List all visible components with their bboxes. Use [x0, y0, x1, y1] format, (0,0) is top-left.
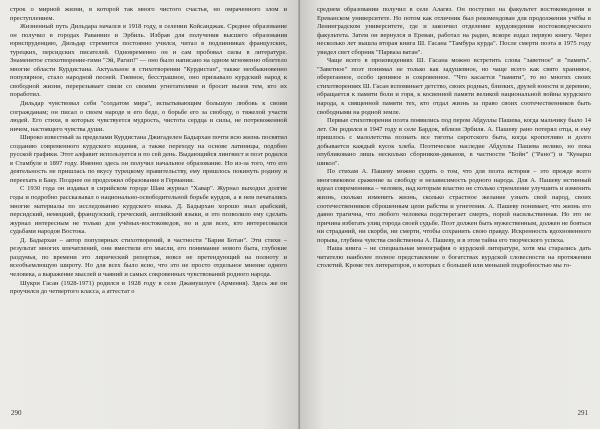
paragraph: Дильдар чувствовал себя "солдатом мира", испытывающим большую любовь к своим согражданам; он писал о своем народе и его беде, о борьбе его за свободу, о тяжелой участи людей. Его стихи, в которых чувствуется мудрость, чистота сердца и силы, не потревоженной ничем, настоящего чувства души.	[10, 100, 287, 133]
right-page	[300, 0, 600, 429]
right-page-text	[317, 6, 591, 271]
paragraph: Первые стихотворения поэта появились под пером Абдуллы Пашева, когда мальчику было 14 лет. Он родился в 1947 году в селе Бардок, вблизи Эрбиля. А. Пашеву рано потерял отца, и ему пришлось с малолетства познать все тяготы сиротского быта, когда кропотливо и долго добывается каждый кусок хлеба. Поэтическое наследие Абдуллы Пашева велико, но пока опубликовано лишь несколько сборников-диванов, в частности "Бойн" ("Рано") и "Кунарш шикол".	[317, 117, 591, 167]
paragraph: Шукри Гасан (1928-1971) родился в 1928 году в селе Джамушлуге (Армения). Здесь же он проучился до четвертого класса, а аттестат о	[10, 279, 287, 296]
paragraph: По стихам А. Пашеву можно судить о том, что для поэта история – это прежде всего многовековое сражение за свободу и независимость родного народа. Для А. Пашеву истинный идеал современника – человек, над которым властно не столько стремление улучшить и изменить жизнь, сколько изменить жизнь, сколько страстное желание узнать свой народ, своих соотечественников сброшенным цепи рабства и угнетения. А. Пашеву понимает, что жизнь его давно трагична, что любого человека подстерегает смерть, порой насильственная. Но это не причина избегать улиц города своей судьбе. Поэт должен быть мужественным, должен не бояться ни страданий, ни скорби, ни смерти, чтобы сохранить свою правду. Искренность вдохновенного порыва, глубина чувства свойственны А. Пашеву, и в этом тайна его творческого успеха.	[317, 168, 591, 244]
paragraph: С 1930 года он издавал в сирийском городе Шам журнал "Хавар". Журнал выходил долгие годы и подробно рассказывал о национально-освободительной борьбе курдов, а в нем печатались многие материалы по исследованию курдского языка. Д. Бадырхан хорошо знал арабский, персидский, немецкий, французский, греческий, английский языки, и это позволило ему сделать журнал интересным не только для учёных-востоковедов, но и для всех, кто интересовался судьбами народов Востока.	[10, 185, 287, 236]
left-page-text	[10, 6, 287, 297]
paragraph: Чаще всего в произведениях Ш. Гасана можно встретить слова "заветное" и "память". "Заветное" поэт понимал не только как задушевное, но чаще всего как свято хранимое, обереганное, особо ценимое и сокровенное. "Что касается "памяти", то во многих своих стихотворениях Ш. Гасан вспоминает детство, своих родных, близких, друзей юности и деревню, обращается к памяти боли и горя, к косвенной памяти великой национальной войны курдского народа, к священной памяти тех, кто отдал жизнь за право своих соотечественников быть свободными на родной земле.	[317, 57, 591, 116]
paragraph: Широко известный за пределами Курдистана Джигаделен Бадырхан почти всю жизнь посвятил созданию современного курдского издания, а также переходу на основе латиницы, подобно русской графики. Этот алфавит используется и по сей день. Выдающийся лингвист и поэт родился в Стамбуле в 1897 году. Именно здесь он получил начальное образование. Но из-за того, что его деятельность не пришлась по вкусу турецкому правительству, ему пришлось покинуть родину и переехать в Баку. Позднее он продолжил образование в Германии.	[10, 134, 287, 184]
paragraph: среднем образовании получил в селе Алагяз. Он поступил на факультет востоковедения в Ереванском университете. Но потом как отличник был рекомендован для продолжения учёбы в Ленинградском университете, где и закончил отделение курдоведения востоковедческого факультета. Затем он вернулся в Ереван, работал на радио, вскоре издал первую книгу. Через несколько лет вышла вторая книга Ш. Гасана "Тамбура курда". После смерти поэта в 1975 году увидел свет сборник "Парваза ватан".	[317, 6, 591, 56]
page-number: 291	[577, 409, 588, 417]
paragraph: Д. Бадырхан – автор популярных стихотворений, в частности "Бария Ботан". Эти стихи – результат многих впечатлений, они вместили его мысли, его понимание нового быта, глубокие раздумья, по времени это лирический репортаж, вовсе не претендующий на полноту и всеобъемлющую широту. Но для всех было ясно, что это не просто отдельное мнение одного человека, а выражение мыслей и чаяний и самых сокровенных чувствований родного народа.	[10, 236, 287, 278]
paragraph: Наша книга – не специальная монография о курдской литературе, хотя мы старались дать читателю наиболее полное представление о богатствах курдской словесности на протяжении столетий. Кроме тех литераторов, о которых с большей или меньшей подробностью мы го-	[317, 245, 591, 270]
page-number: 290	[11, 409, 22, 417]
paragraph: Жизненный путь Дильдара начался в 1918 году, в селении Койсанджак. Среднее образование он получил в городах Раванииз и Эрбиль. Избрав для получения высшего образования юриспруденцию, Дильдар стремится постоянно учился, читал в подлинниках французских, турецких, персидских писателей. Одновременно он и сам пробовал силы в литературе. Знаменитое стихотворение-гимн "Эй, Рагип!" — оно было написано на одном мгновенно облетело многие области Курдистана. Актуальное в стихотворении "Курдистан", также необыкновенно популярное, стало народной песней. Гневное, бесстрашное, оно призывало курдский народ к свободной жизни, перерезывает связи со своими угнетателями и бросит вызов тем, кто их поработил.	[10, 23, 287, 99]
paragraph: строк о мирной жизни, в которой так много чистого счастья, но омраченного злом и преступлением.	[10, 6, 287, 22]
